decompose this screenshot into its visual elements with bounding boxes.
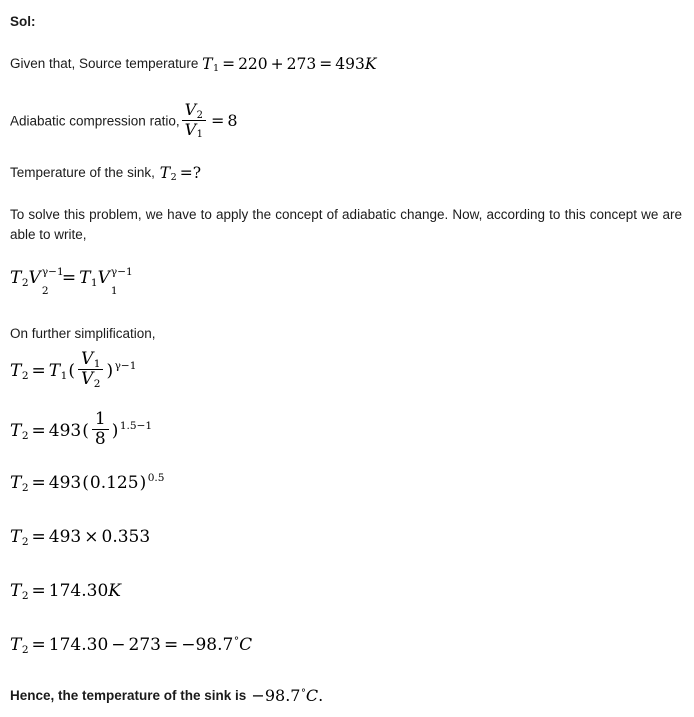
step1-den-symbol: V <box>80 369 94 390</box>
sink-equals-question: =? <box>179 163 202 182</box>
step4-lhs-T: T <box>10 527 22 547</box>
volume-ratio-fraction <box>182 99 206 141</box>
denominator-subscript: 1 <box>196 129 203 141</box>
step1-close-paren: ) <box>106 360 114 381</box>
adiabatic-lhs-V: V <box>28 268 41 288</box>
step6-equals: = <box>31 635 46 655</box>
sink-subscript: 2 <box>170 172 177 184</box>
adiabatic-rhs-V: V <box>97 268 110 288</box>
step-6-line <box>10 635 252 655</box>
given-value-1: 220 <box>238 54 268 73</box>
step-2-equation <box>10 408 153 451</box>
adiabatic-lhs-V-sub: 2 <box>41 284 49 297</box>
sink-symbol-T: T <box>159 163 171 182</box>
step-5-line <box>10 581 121 601</box>
ratio-line <box>10 99 238 141</box>
step2-lhs-sub: 2 <box>21 429 29 442</box>
sink-line-prefix: Temperature of the sink, <box>10 165 155 180</box>
given-value-2: 273 <box>286 54 317 73</box>
step5-equals: = <box>31 581 46 601</box>
conclusion-degree-symbol: ° <box>300 687 306 699</box>
step3-lhs-sub: 2 <box>21 481 29 494</box>
step2-coefficient: 493 <box>48 420 82 441</box>
step1-exponent: γ−1 <box>114 360 137 373</box>
step1-open-paren: ( <box>68 360 75 381</box>
step3-exponent: 0.5 <box>147 472 165 485</box>
step2-close-paren: ) <box>111 420 119 441</box>
step3-open-paren: ( <box>82 473 89 493</box>
conclusion-line <box>10 686 323 706</box>
ratio-equals: = <box>210 110 225 130</box>
step1-coefficient-T: T <box>48 360 61 381</box>
step4-lhs-sub: 2 <box>21 535 29 548</box>
given-line <box>10 54 376 74</box>
step6-unit-celsius: C <box>239 635 253 655</box>
step5-lhs-T: T <box>10 581 22 601</box>
step4-times: × <box>84 527 99 547</box>
step1-numerator <box>78 348 103 370</box>
given-equation <box>202 55 376 73</box>
numerator-subscript: 2 <box>196 109 203 121</box>
step1-den-sub: 2 <box>93 378 101 391</box>
solution-heading <box>10 12 36 32</box>
step2-exponent: 1.5−1 <box>119 420 153 433</box>
step-6-equation <box>10 635 252 655</box>
step2-lhs-T: T <box>10 420 22 441</box>
simplification-label: On further simplification, <box>10 326 156 341</box>
given-plus: + <box>270 54 284 73</box>
conclusion-math <box>246 686 323 705</box>
given-line-prefix: Given that, Source temperature <box>10 56 203 71</box>
step2-open-paren: ( <box>82 420 89 441</box>
step-3-line <box>10 473 164 493</box>
step6-value-1: 174.30 <box>48 635 109 655</box>
step1-num-symbol: V <box>80 348 94 369</box>
step3-coefficient: 493 <box>48 473 82 493</box>
step3-close-paren: ) <box>139 473 147 493</box>
step5-lhs-sub: 2 <box>21 589 29 602</box>
step3-base: 0.125 <box>89 473 139 493</box>
conclusion-value: −98.7 <box>251 686 301 706</box>
step5-unit-kelvin: K <box>108 581 121 601</box>
fraction-numerator <box>182 99 206 121</box>
fraction-denominator <box>182 120 206 139</box>
step6-degree-symbol: ° <box>233 634 240 647</box>
step1-fraction <box>78 348 103 391</box>
explanation-paragraph-wrap <box>10 205 682 246</box>
ratio-value: 8 <box>227 110 238 130</box>
step6-lhs-sub: 2 <box>21 643 29 656</box>
step3-equals: = <box>31 473 46 493</box>
step5-value: 174.30 <box>48 581 109 601</box>
step-5-equation <box>10 581 121 601</box>
step-4-equation <box>10 527 150 547</box>
step4-equals: = <box>31 527 46 547</box>
step2-equals: = <box>31 420 46 441</box>
step6-minus: − <box>111 635 126 655</box>
step-1-line <box>10 348 137 391</box>
step2-numerator: 1 <box>94 408 106 429</box>
step1-equals: = <box>31 360 46 381</box>
given-result: 493 <box>335 54 365 73</box>
step-3-equation <box>10 473 164 493</box>
solution-heading-text: Sol: <box>10 14 36 29</box>
adiabatic-rhs-T-sub: 1 <box>90 276 98 289</box>
conclusion-unit-celsius: C <box>305 686 319 706</box>
adiabatic-rhs-V-sub: 1 <box>110 284 118 297</box>
conclusion-prefix: Hence, the temperature of the sink is <box>10 688 247 703</box>
adiabatic-equation <box>10 265 133 297</box>
adiabatic-lhs-exponent: γ−1 <box>41 265 64 278</box>
step6-equals-2: = <box>163 635 179 655</box>
numerator-symbol-V: V <box>184 99 197 119</box>
step6-value-2: 273 <box>128 635 161 655</box>
given-subscript: 1 <box>212 63 220 75</box>
step6-result: −98.7 <box>181 635 234 655</box>
step1-denominator <box>78 369 103 389</box>
adiabatic-rhs-exponent: γ−1 <box>110 265 133 278</box>
adiabatic-rhs-T: T <box>79 268 91 288</box>
sink-equation <box>155 164 204 182</box>
step2-fraction <box>92 408 109 450</box>
adiabatic-equation-line <box>10 265 133 297</box>
explanation-paragraph: To solve this problem, we have to apply the concept of adiabatic change. Now, according to this concept we are able to write, <box>10 207 682 243</box>
conclusion-period: . <box>318 686 324 706</box>
step3-lhs-T: T <box>10 473 22 493</box>
adiabatic-lhs-T-sub: 2 <box>21 276 29 289</box>
step4-value-1: 493 <box>48 527 82 547</box>
step4-value-2: 0.353 <box>101 527 151 547</box>
step1-lhs-T: T <box>10 360 22 381</box>
step1-lhs-sub: 2 <box>21 369 29 382</box>
step-4-line <box>10 527 150 547</box>
given-symbol-T: T <box>202 54 213 73</box>
adiabatic-lhs-T: T <box>10 268 22 288</box>
step6-lhs-T: T <box>10 635 22 655</box>
step1-coefficient-sub: 1 <box>60 369 68 382</box>
step-1-equation <box>10 348 137 391</box>
simplification-label-line <box>10 324 156 344</box>
step2-denominator: 8 <box>92 429 109 449</box>
ratio-line-prefix: Adiabatic compression ratio, <box>10 113 180 129</box>
adiabatic-equals: = <box>61 268 77 288</box>
denominator-symbol-V: V <box>184 119 197 139</box>
step-2-line <box>10 408 153 451</box>
given-equals: = <box>222 54 236 73</box>
given-unit-kelvin: K <box>364 54 377 73</box>
sink-line <box>10 163 204 183</box>
given-equals-2: = <box>319 54 333 73</box>
step1-num-sub: 1 <box>93 357 101 370</box>
ratio-equation <box>180 99 238 141</box>
